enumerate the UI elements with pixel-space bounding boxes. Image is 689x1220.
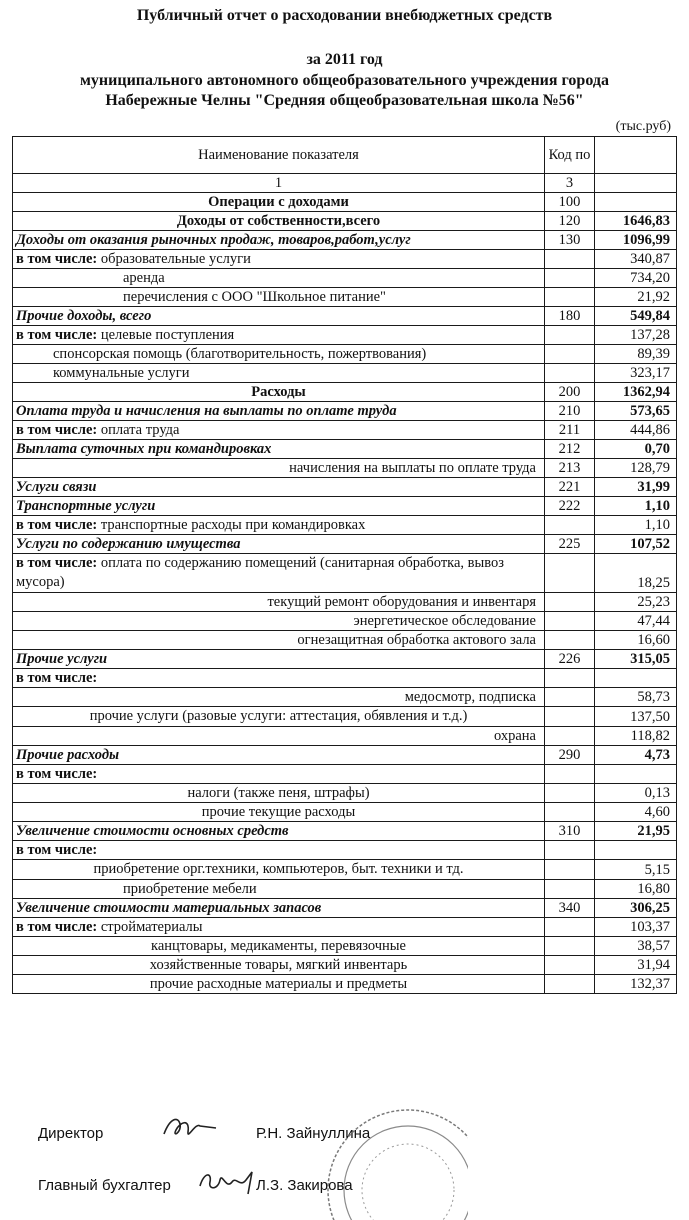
table-row <box>13 288 677 307</box>
table-row <box>13 631 677 650</box>
row-code: 290 <box>545 746 595 765</box>
row-value: 58,73 <box>595 688 677 707</box>
row-value: 4,73 <box>595 746 677 765</box>
row-label-text: Выплата суточных при командировках <box>16 441 272 457</box>
row-code <box>545 345 595 364</box>
row-label-text: канцтовары, медикаменты, перевязочные <box>151 938 406 954</box>
row-label <box>13 707 545 727</box>
report-year: за 2011 год <box>306 51 383 68</box>
table-row <box>13 899 677 918</box>
table-row <box>13 956 677 975</box>
row-value: 444,86 <box>595 421 677 440</box>
table-row <box>13 345 677 364</box>
table-row <box>13 688 677 707</box>
row-label-text: Расходы <box>251 384 306 400</box>
row-code <box>545 364 595 383</box>
row-code: 210 <box>545 402 595 421</box>
table-row <box>13 612 677 631</box>
row-label <box>13 478 545 497</box>
row-code: 225 <box>545 535 595 554</box>
row-label <box>13 669 545 688</box>
row-value: 38,57 <box>595 937 677 956</box>
row-value: 16,60 <box>595 631 677 650</box>
row-value <box>595 669 677 688</box>
row-label <box>13 650 545 669</box>
row-label <box>13 421 545 440</box>
table-row <box>13 516 677 535</box>
row-code <box>545 841 595 860</box>
row-label <box>13 402 545 421</box>
row-label-text: налоги (также пеня, штрафы) <box>187 785 370 801</box>
table-row <box>13 803 677 822</box>
row-value: 340,87 <box>595 250 677 269</box>
table-row <box>13 841 677 860</box>
row-code: 340 <box>545 899 595 918</box>
row-label <box>13 975 545 994</box>
row-label-text: оплата по содержанию помещений (санитарная обработка, вывоз мусора) <box>16 555 504 590</box>
row-code <box>545 803 595 822</box>
row-label-text: стройматериалы <box>97 919 203 935</box>
row-code <box>545 631 595 650</box>
row-label-text: Услуги по содержанию имущества <box>16 536 241 552</box>
row-value: 4,60 <box>595 803 677 822</box>
table-row <box>13 250 677 269</box>
row-code: 226 <box>545 650 595 669</box>
row-code <box>545 860 595 880</box>
row-label <box>13 880 545 899</box>
row-label <box>13 803 545 822</box>
row-label <box>13 288 545 307</box>
row-code <box>545 516 595 535</box>
row-label <box>13 612 545 631</box>
unit-label: (тыс.руб) <box>615 119 671 134</box>
row-label-text: прочие текущие расходы <box>201 804 356 820</box>
row-label-text: спонсорская помощь (благотворительность, пожертвования) <box>53 346 427 362</box>
row-label <box>13 364 545 383</box>
expense-report-table <box>12 136 677 994</box>
row-value <box>595 193 677 212</box>
director-name: Р.Н. Зайнуллина <box>256 1125 371 1142</box>
table-row <box>13 765 677 784</box>
row-value: 132,37 <box>595 975 677 994</box>
row-value: 31,99 <box>595 478 677 497</box>
row-value: 0,70 <box>595 440 677 459</box>
row-label-text: энергетическое обследование <box>353 613 536 629</box>
row-label <box>13 326 545 345</box>
row-label <box>13 497 545 516</box>
table-row <box>13 269 677 288</box>
row-label <box>13 269 545 288</box>
row-code <box>545 975 595 994</box>
row-value: 31,94 <box>595 956 677 975</box>
table-row <box>13 860 677 880</box>
row-label-text: Прочие услуги <box>16 651 108 667</box>
accountant-name: Л.З. Закирова <box>256 1177 353 1194</box>
table-row <box>13 937 677 956</box>
row-code: 212 <box>545 440 595 459</box>
director-label: Директор <box>38 1125 104 1142</box>
row-label <box>13 841 545 860</box>
column-header-code: Код по <box>545 137 595 174</box>
table-row <box>13 784 677 803</box>
in-that-number-prefix: в том числе: <box>16 766 98 782</box>
row-label <box>13 193 545 212</box>
table-row <box>13 593 677 612</box>
row-value: 1,10 <box>595 516 677 535</box>
row-code: 200 <box>545 383 595 402</box>
row-value: 47,44 <box>595 612 677 631</box>
row-value: 549,84 <box>595 307 677 326</box>
row-value: 89,39 <box>595 345 677 364</box>
row-code <box>545 937 595 956</box>
row-label <box>13 459 545 478</box>
row-value: 137,50 <box>595 707 677 727</box>
table-header-row <box>13 137 677 174</box>
row-label <box>13 899 545 918</box>
row-label <box>13 212 545 231</box>
row-code: 211 <box>545 421 595 440</box>
row-label <box>13 554 545 593</box>
in-that-number-prefix: в том числе: <box>16 251 98 267</box>
table-row <box>13 307 677 326</box>
row-value: 118,82 <box>595 727 677 746</box>
row-label <box>13 440 545 459</box>
row-label <box>13 250 545 269</box>
row-code: 221 <box>545 478 595 497</box>
row-label <box>13 345 545 364</box>
table-row <box>13 707 677 727</box>
row-label <box>13 765 545 784</box>
row-code <box>545 554 595 593</box>
row-value: 1362,94 <box>595 383 677 402</box>
row-label <box>13 937 545 956</box>
table-row <box>13 212 677 231</box>
in-that-number-prefix: в том числе: <box>16 555 98 571</box>
row-value: 5,15 <box>595 860 677 880</box>
row-code <box>545 880 595 899</box>
row-label-text: огнезащитная обработка актового зала <box>297 632 536 648</box>
organization-line-2: Набережные Челны "Средняя общеобразовательная школа №56" <box>105 92 584 109</box>
table-row <box>13 231 677 250</box>
row-label-text: Прочие доходы, всего <box>16 308 152 324</box>
row-value: 128,79 <box>595 459 677 478</box>
row-code: 120 <box>545 212 595 231</box>
row-value: 306,25 <box>595 899 677 918</box>
row-label <box>13 822 545 841</box>
table-row <box>13 193 677 212</box>
row-label-text: Оплата труда и начисления на выплаты по оплате труда <box>16 403 397 419</box>
table-row <box>13 746 677 765</box>
table-row <box>13 554 677 593</box>
row-code <box>545 956 595 975</box>
row-label <box>13 688 545 707</box>
table-row <box>13 421 677 440</box>
row-label-text: Доходы от оказания рыночных продаж, товаров,работ,услуг <box>16 232 411 248</box>
row-label-text: медосмотр, подписка <box>404 689 536 705</box>
column-header-value <box>595 137 677 174</box>
row-value: 1096,99 <box>595 231 677 250</box>
row-code <box>545 250 595 269</box>
organization-stamp <box>318 1100 468 1220</box>
row-value: 25,23 <box>595 593 677 612</box>
row-label <box>13 307 545 326</box>
table-row <box>13 402 677 421</box>
row-label-text: коммунальные услуги <box>53 365 190 381</box>
column-number-row <box>13 174 677 193</box>
row-label-text: целевые поступления <box>97 327 235 343</box>
table-row <box>13 383 677 402</box>
row-label-text: Операции с доходами <box>208 194 349 210</box>
row-code <box>545 765 595 784</box>
table-row <box>13 364 677 383</box>
row-value: 21,92 <box>595 288 677 307</box>
row-label <box>13 535 545 554</box>
row-code <box>545 326 595 345</box>
row-label-text: охрана <box>493 728 536 744</box>
row-value: 137,28 <box>595 326 677 345</box>
row-code <box>545 593 595 612</box>
table-row <box>13 880 677 899</box>
row-label <box>13 383 545 402</box>
row-label-text: оплата труда <box>97 422 180 438</box>
row-value: 107,52 <box>595 535 677 554</box>
row-label-text: Доходы от собственности,всего <box>176 213 381 229</box>
in-that-number-prefix: в том числе: <box>16 517 98 533</box>
row-label-text: Транспортные услуги <box>16 498 156 514</box>
row-value: 103,37 <box>595 918 677 937</box>
row-label-text: прочие расходные материалы и предметы <box>149 976 408 992</box>
row-label <box>13 231 545 250</box>
row-label <box>13 593 545 612</box>
table-row <box>13 478 677 497</box>
accountant-signature <box>196 1168 262 1198</box>
row-value: 0,13 <box>595 784 677 803</box>
row-value: 734,20 <box>595 269 677 288</box>
row-value: 323,17 <box>595 364 677 383</box>
row-label-text: хозяйственные товары, мягкий инвентарь <box>149 957 408 973</box>
row-label <box>13 784 545 803</box>
row-label-text: Увеличение стоимости основных средств <box>16 823 289 839</box>
row-value: 21,95 <box>595 822 677 841</box>
row-code: 100 <box>545 193 595 212</box>
column-number-1: 1 <box>13 174 545 193</box>
row-label <box>13 727 545 746</box>
table-row <box>13 975 677 994</box>
in-that-number-prefix: в том числе: <box>16 919 98 935</box>
row-code <box>545 612 595 631</box>
row-code: 180 <box>545 307 595 326</box>
row-label <box>13 631 545 650</box>
in-that-number-prefix: в том числе: <box>16 422 98 438</box>
row-code <box>545 784 595 803</box>
director-signature <box>160 1112 220 1148</box>
column-number-blank <box>595 174 677 193</box>
row-value <box>595 765 677 784</box>
row-code <box>545 727 595 746</box>
row-label-text: Услуги связи <box>16 479 97 495</box>
row-code <box>545 918 595 937</box>
table-row <box>13 497 677 516</box>
row-value: 16,80 <box>595 880 677 899</box>
row-value: 1646,83 <box>595 212 677 231</box>
report-title: Публичный отчет о расходовании внебюджетных средств <box>136 7 553 24</box>
row-value: 315,05 <box>595 650 677 669</box>
in-that-number-prefix: в том числе: <box>16 670 98 686</box>
table-row <box>13 326 677 345</box>
row-code <box>545 288 595 307</box>
row-label-text: приобретение мебели <box>123 881 257 897</box>
row-value: 573,65 <box>595 402 677 421</box>
row-label-text: начисления на выплаты по оплате труда <box>289 460 536 476</box>
row-label <box>13 918 545 937</box>
row-label-text: перечисления с ООО "Школьное питание" <box>123 289 386 305</box>
row-code: 213 <box>545 459 595 478</box>
table-row <box>13 918 677 937</box>
row-label <box>13 956 545 975</box>
row-value: 18,25 <box>595 554 677 593</box>
row-label-text: текущий ремонт оборудования и инвентаря <box>267 594 536 610</box>
row-label-text: прочие услуги (разовые услуги: аттестация, обявления и т.д.) <box>89 708 468 724</box>
table-row <box>13 822 677 841</box>
table-row <box>13 459 677 478</box>
row-label-text: образовательные услуги <box>97 251 251 267</box>
in-that-number-prefix: в том числе: <box>16 842 98 858</box>
row-label <box>13 746 545 765</box>
row-label-text: аренда <box>123 270 165 286</box>
organization-line-1: муниципального автономного общеобразовательного учреждения города <box>80 72 609 89</box>
table-row <box>13 440 677 459</box>
row-label-text: Прочие расходы <box>16 747 120 763</box>
row-value <box>595 841 677 860</box>
row-code <box>545 269 595 288</box>
table-row <box>13 535 677 554</box>
row-label-text: транспортные расходы при командировках <box>97 517 366 533</box>
row-code <box>545 707 595 727</box>
table-row <box>13 650 677 669</box>
in-that-number-prefix: в том числе: <box>16 327 98 343</box>
row-label <box>13 516 545 535</box>
table-row <box>13 669 677 688</box>
row-code: 222 <box>545 497 595 516</box>
column-header-name: Наименование показателя <box>13 137 545 174</box>
column-number-3: 3 <box>545 174 595 193</box>
accountant-label: Главный бухгалтер <box>38 1177 171 1194</box>
row-code: 310 <box>545 822 595 841</box>
row-label-text: приобретение орг.техники, компьютеров, быт. техники и тд. <box>93 861 464 877</box>
row-value: 1,10 <box>595 497 677 516</box>
row-code: 130 <box>545 231 595 250</box>
table-row <box>13 727 677 746</box>
row-label <box>13 860 545 880</box>
row-label-text: Увеличение стоимости материальных запасов <box>16 900 322 916</box>
row-code <box>545 688 595 707</box>
row-code <box>545 669 595 688</box>
